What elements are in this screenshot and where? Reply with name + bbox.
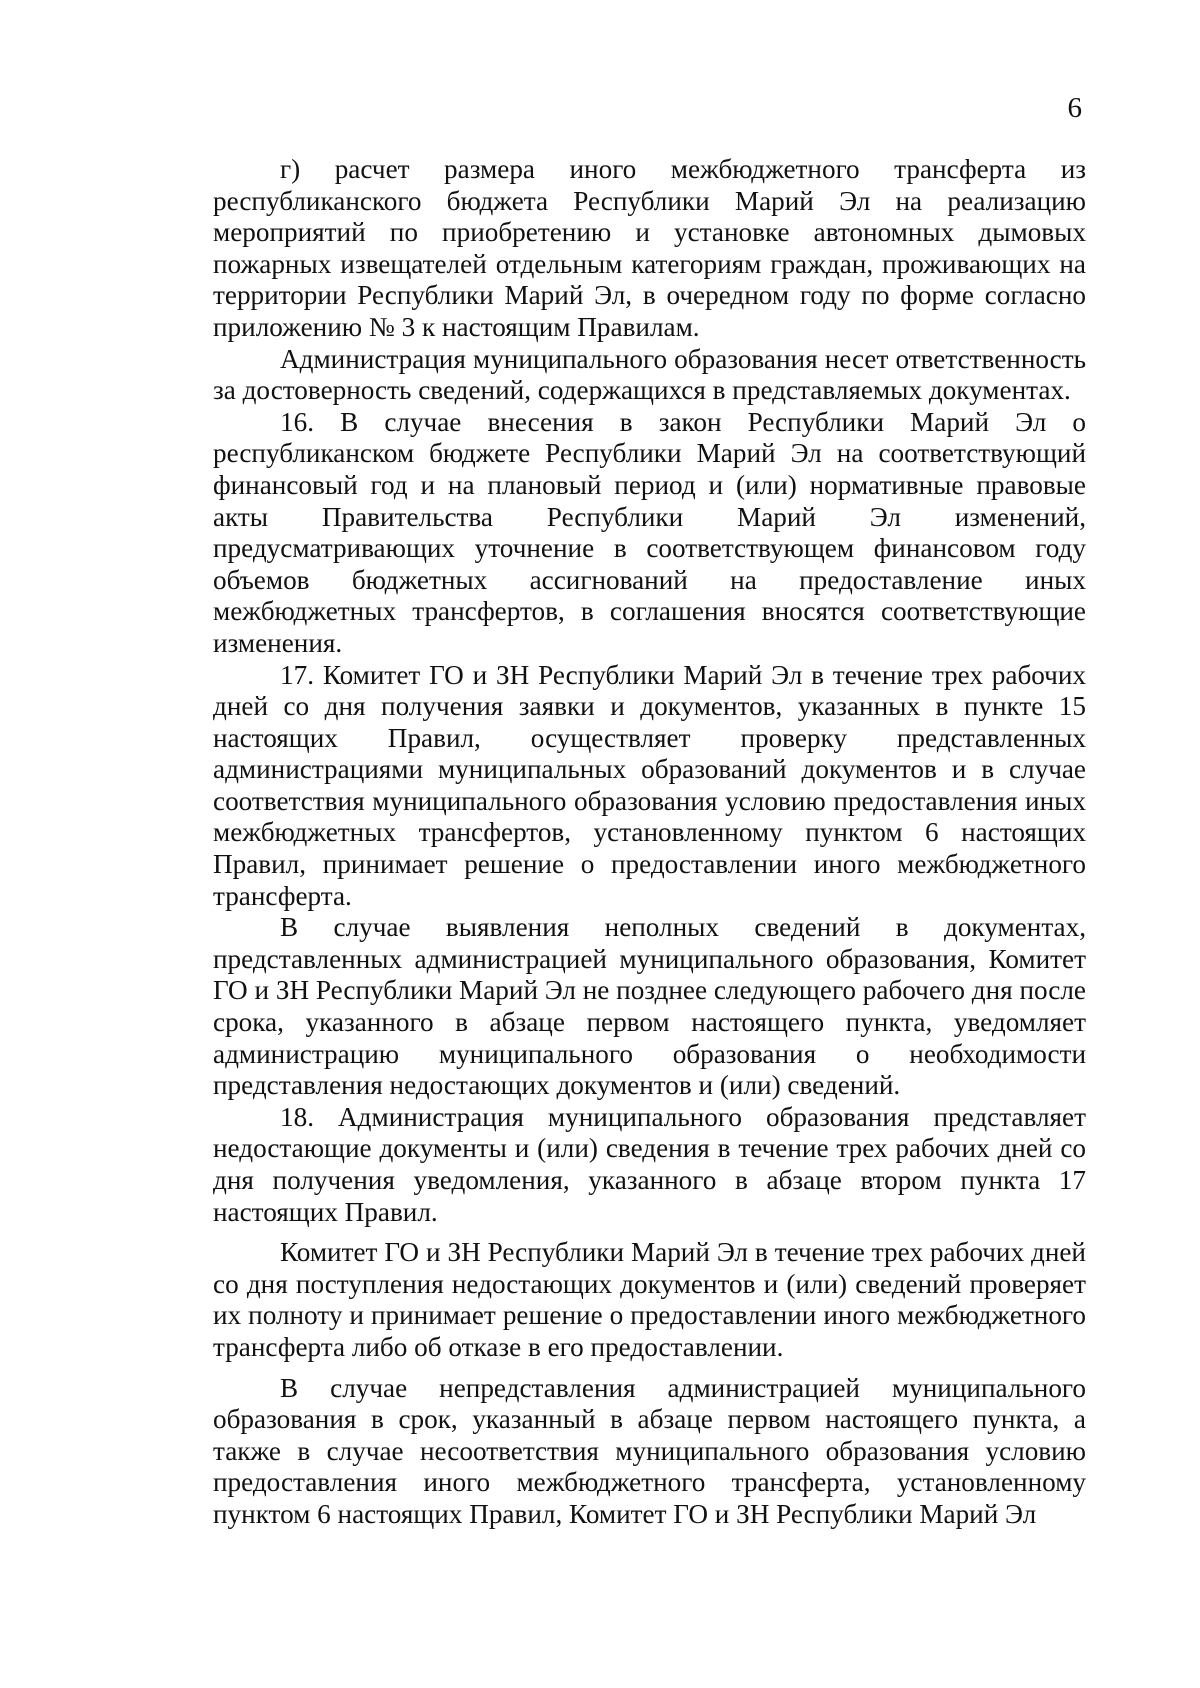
paragraph-clause-17: 17. Комитет ГО и ЗН Республики Марий Эл в течение трех рабочих дней со дня получения заявки и документов, указанных в пункте 15 настоящих Правил, осуществляет проверку представленных администрациями муниципальных образований документов и в случае соответствия муниципального образования условию предоставления иных межбюджетных трансфертов, установленному пунктом 6 настоящих Правил, принимает решение о предоставлении иного межбюджетного трансферта.: [213, 659, 1086, 911]
paragraph-committee-review: Комитет ГО и ЗН Республики Марий Эл в течение трех рабочих дней со дня поступления недостающих документов и (или) сведений проверяет их полноту и принимает решение о предоставлении иного межбюджетного трансферта либо об отказе в его предоставлении.: [213, 1237, 1086, 1362]
page-number: 6: [1067, 92, 1082, 124]
paragraph-responsibility: Администрация муниципального образования несет ответственность за достоверность сведений, содержащихся в представляемых документах.: [213, 343, 1086, 406]
paragraph-clause-18: 18. Администрация муниципального образования представляет недостающие документы и (или) сведения в течение трех рабочих дней со дня получения уведомления, указанного в абзаце втором пункта 17 настоящих Правил.: [213, 1101, 1086, 1227]
paragraph-non-submission: В случае непредставления администрацией муниципального образования в срок, указанный в абзаце первом настоящего пункта, а также в случае несоответствия муниципального образования условию предоставления иного межбюджетного трансферта, установленному пунктом 6 настоящих Правил, Комитет ГО и ЗН Республики Марий Эл: [213, 1372, 1086, 1529]
document-body: [213, 154, 1086, 1531]
paragraph-incomplete-info: В случае выявления неполных сведений в документах, представленных администрацией муниципального образования, Комитет ГО и ЗН Республики Марий Эл не позднее следующего рабочего дня после срока, указанного в абзаце первом настоящего пункта, уведомляет администрацию муниципального образования о необходимости представления недостающих документов и (или) сведений.: [213, 912, 1086, 1101]
paragraph-item-g: г) расчет размера иного межбюджетного трансферта из республиканского бюджета Республики Марий Эл на реализацию мероприятий по приобретению и установке автономных дымовых пожарных извещателей отдельным категориям граждан, проживающих на территории Республики Марий Эл, в очередном году по форме согласно приложению № 3 к настоящим Правилам.: [213, 154, 1086, 342]
paragraph-clause-16: 16. В случае внесения в закон Республики Марий Эл о республиканском бюджете Республики Марий Эл на соответствующий финансовый год и на плановый период и (или) нормативные правовые акты Правительства Республики Марий Эл изменений, предусматривающих уточнение в соответствующем финансовом году объемов бюджетных ассигнований на предоставление иных межбюджетных трансфертов, в соглашения вносятся соответствующие изменения.: [213, 406, 1086, 658]
